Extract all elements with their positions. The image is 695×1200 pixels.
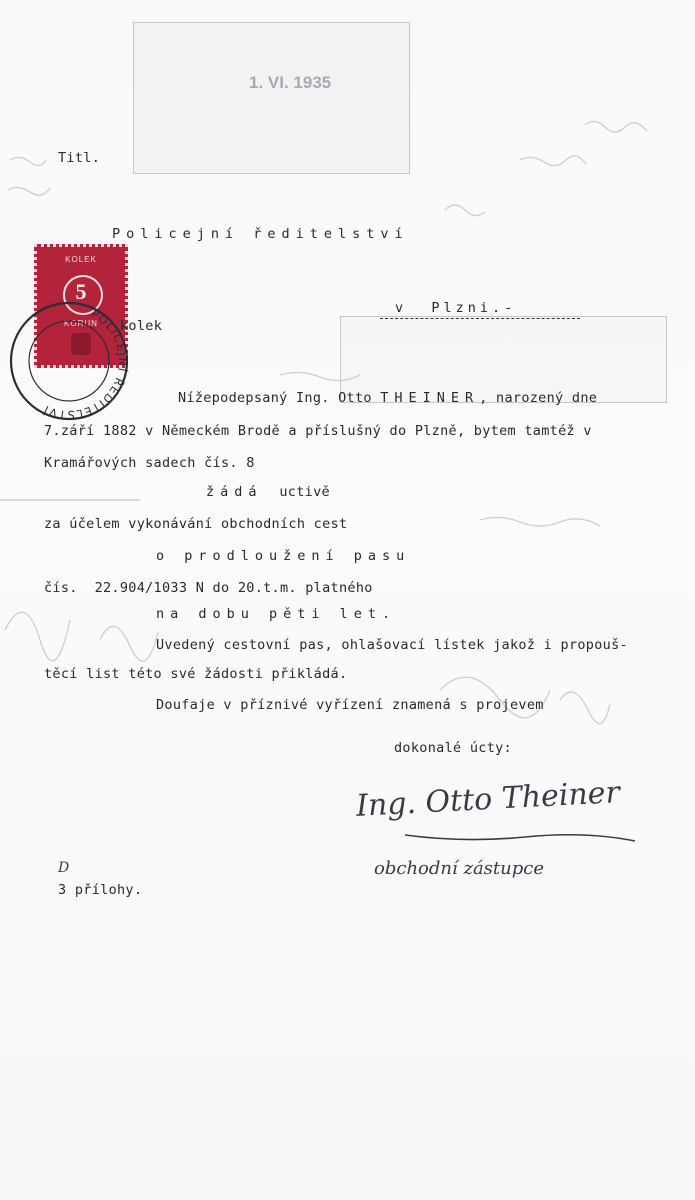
addressee: Policejní ředitelství <box>112 226 409 242</box>
signature-underline <box>400 820 640 850</box>
purpose-line: za účelem vykonávání obchodních cest <box>44 516 348 532</box>
received-stamp-date: 1. VI. 1935 <box>249 73 332 92</box>
applicant-surname: THEINER <box>380 390 480 406</box>
revenue-stamp-label-top: KOLEK <box>65 255 97 264</box>
revenue-stamp-denomination: 5 <box>75 279 87 304</box>
passport-number-line: čís. 22.904/1033 N do 20.t.m. platného <box>44 580 373 596</box>
location-underline <box>380 318 580 319</box>
body-line-3: Kramářových sadech čís. 8 <box>44 455 255 471</box>
body-line-1 <box>178 390 597 406</box>
signature-title: obchodní zástupce <box>374 858 544 879</box>
body-line-2: 7.září 1882 v Německém Brodě a příslušný do Plzně, bytem tamtéž v <box>44 423 592 439</box>
kolek-label: kolek <box>120 318 163 334</box>
duration-line: na dobu pěti let. <box>156 606 397 622</box>
attachment-line-1: Uvedený cestovní pas, ohlašovací lístek jakož i propouš- <box>156 637 628 653</box>
signature: Ing. Otto Theiner <box>355 775 621 824</box>
revenue-stamp-label-bottom: KORUN <box>64 319 98 328</box>
request-spaced: žádá <box>206 484 263 500</box>
attachments-mark: D <box>58 860 70 876</box>
attachments-note: 3 přílohy. <box>58 882 143 898</box>
request-line <box>206 484 330 500</box>
extension-line: o prodloužení pasu <box>156 548 411 564</box>
round-stamp-text: POLICEJNÍ ŘEDITELSTVÍ <box>40 306 130 422</box>
received-stamp-box <box>133 22 410 174</box>
body-line-1-a: Nížepodepsaný Ing. Otto <box>178 390 372 406</box>
salutation: Titl. <box>58 150 101 166</box>
attachment-line-2: těcí list této své žádosti přikládá. <box>44 666 348 682</box>
closing-line: Doufaje v příznivé vyřízení znamená s projevem <box>156 697 544 713</box>
location: v Plzni.- <box>395 300 517 316</box>
regards-line: dokonalé úcty: <box>394 740 512 756</box>
body-line-1-b: , narozený dne <box>479 390 598 406</box>
round-stamp <box>4 296 134 426</box>
request-rest: uctivě <box>279 484 330 500</box>
